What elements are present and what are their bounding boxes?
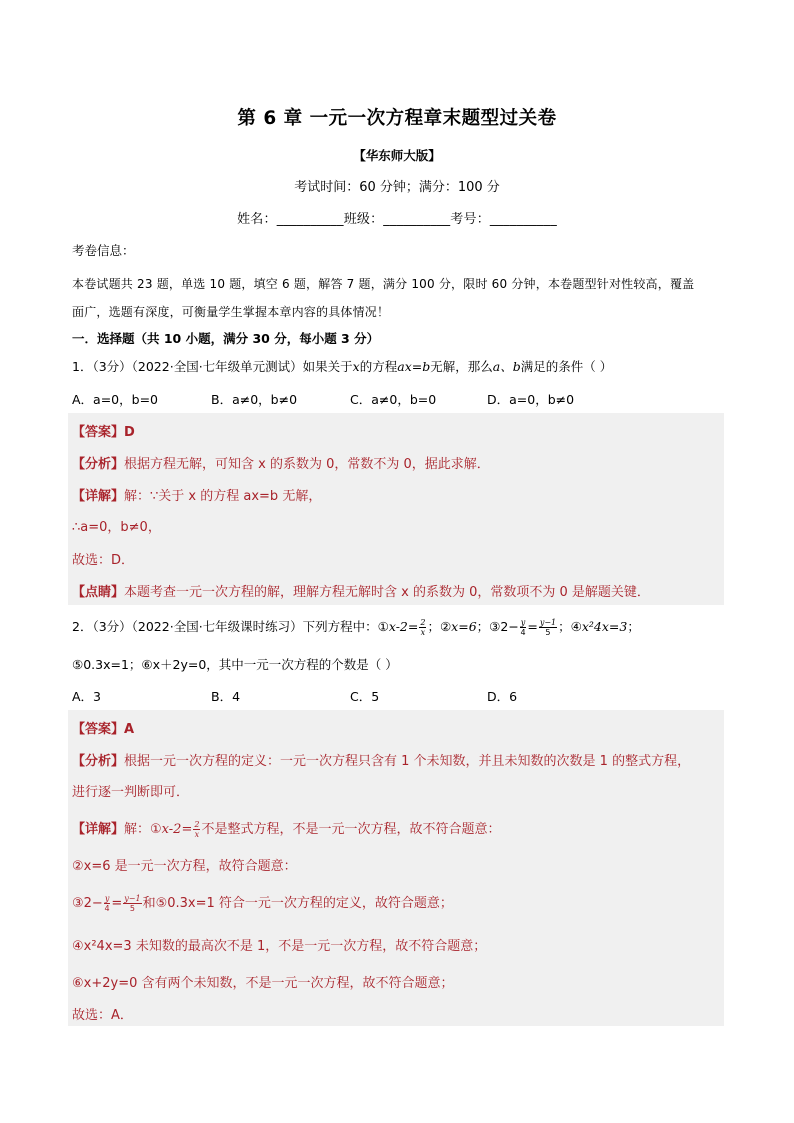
page-title: 第 6 章 一元一次方程章末题型过关卷	[237, 108, 557, 129]
choose-2: 故选：A．	[72, 1008, 133, 1023]
exam-time: 考试时间：60 分钟；满分：100 分	[294, 180, 500, 195]
option-d: D．a=0，b≠0	[487, 392, 575, 407]
analysis-1: 【分析】根据方程无解，可知含 x 的系数为 0，常数不为 0，据此求解．	[72, 457, 490, 472]
choose-1: 故选：D．	[72, 553, 135, 568]
info-line-1: 本卷试题共 23 题，单选 10 题，填空 6 题，解答 7 题，满分 100 分，限时 60 分钟，本卷题型针对性较高，覆盖	[72, 277, 695, 291]
detail-1-line2: ∴a=0，b≠0，	[72, 520, 161, 535]
student-fields: 姓名：__________班级：__________考号：__________	[237, 212, 557, 227]
option-c: C．a≠0，b=0	[350, 392, 437, 407]
analysis-2-line2: 进行逐一判断即可．	[72, 785, 190, 800]
analysis-2: 【分析】根据一元一次方程的定义：一元一次方程只含有 1 个未知数，并且未知数的次数是 1 的整式方程，	[72, 754, 691, 769]
question-1: 1．（3分）（2022·全国·七年级单元测试）如果关于x的方程ax=b无解，那么a、b满足的条件（ ）	[72, 359, 613, 374]
detail-2-line2: ②x=6 是一元一次方程，故符合题意：	[72, 859, 297, 874]
detail-2-line4: ④x²4x=3 未知数的最高次不是 1，不是一元一次方程，故不符合题意；	[72, 939, 487, 954]
answer-1: 【答案】D	[72, 425, 135, 440]
remark-1: 【点睛】本题考查一元一次方程的解，理解方程无解时含 x 的系数为 0，常数项不为 0 是解题关键．	[72, 585, 650, 600]
detail-2-line3: ③2− $\frac{y}{4}$ = $\frac{y-1}{5}$ 和⑤0.3x=1 符合一元一次方程的定义，故符合题意；	[72, 894, 453, 913]
detail-2: 【详解】解：①x-2= $\frac{2}{x}$ 不是整式方程，不是一元一次方程，故不符合题意：	[72, 820, 501, 839]
section-heading: 一．选择题（共 10 小题，满分 30 分，每小题 3 分）	[72, 331, 380, 346]
info-line-2: 面广，选题有深度，可衡量学生掌握本章内容的具体情况！	[72, 305, 390, 319]
detail-1: 【详解】解：∵关于 x 的方程 ax=b 无解，	[72, 489, 322, 504]
option-c: C．5	[350, 689, 380, 704]
detail-2-line5: ⑥x+2y=0 含有两个未知数，不是一元一次方程，故不符合题意；	[72, 976, 454, 991]
answer-box-1	[68, 413, 724, 605]
question-1-options	[72, 390, 652, 408]
option-a: A．3	[72, 689, 102, 704]
question-2-line2: ⑤0.3x=1；⑥x＋2y=0，其中一元一次方程的个数是（ ）	[72, 657, 398, 672]
info-label: 考卷信息：	[72, 243, 135, 258]
answer-2: 【答案】A	[72, 722, 135, 737]
question-2-options	[72, 687, 652, 705]
question-2: 2．（3分）（2022·全国·七年级课时练习）下列方程中：①x-2= $\frac{2}{x}$ ；②x=6；③2− $\frac{y}{4}$ = $\frac{y-1}{5}$ ；④x²4x=3；	[72, 618, 640, 637]
option-a: A．a=0，b=0	[72, 392, 158, 407]
option-b: B．4	[211, 689, 241, 704]
option-d: D．6	[487, 689, 518, 704]
option-b: B．a≠0，b≠0	[211, 392, 298, 407]
edition-label: 【华东师大版】	[353, 148, 441, 163]
